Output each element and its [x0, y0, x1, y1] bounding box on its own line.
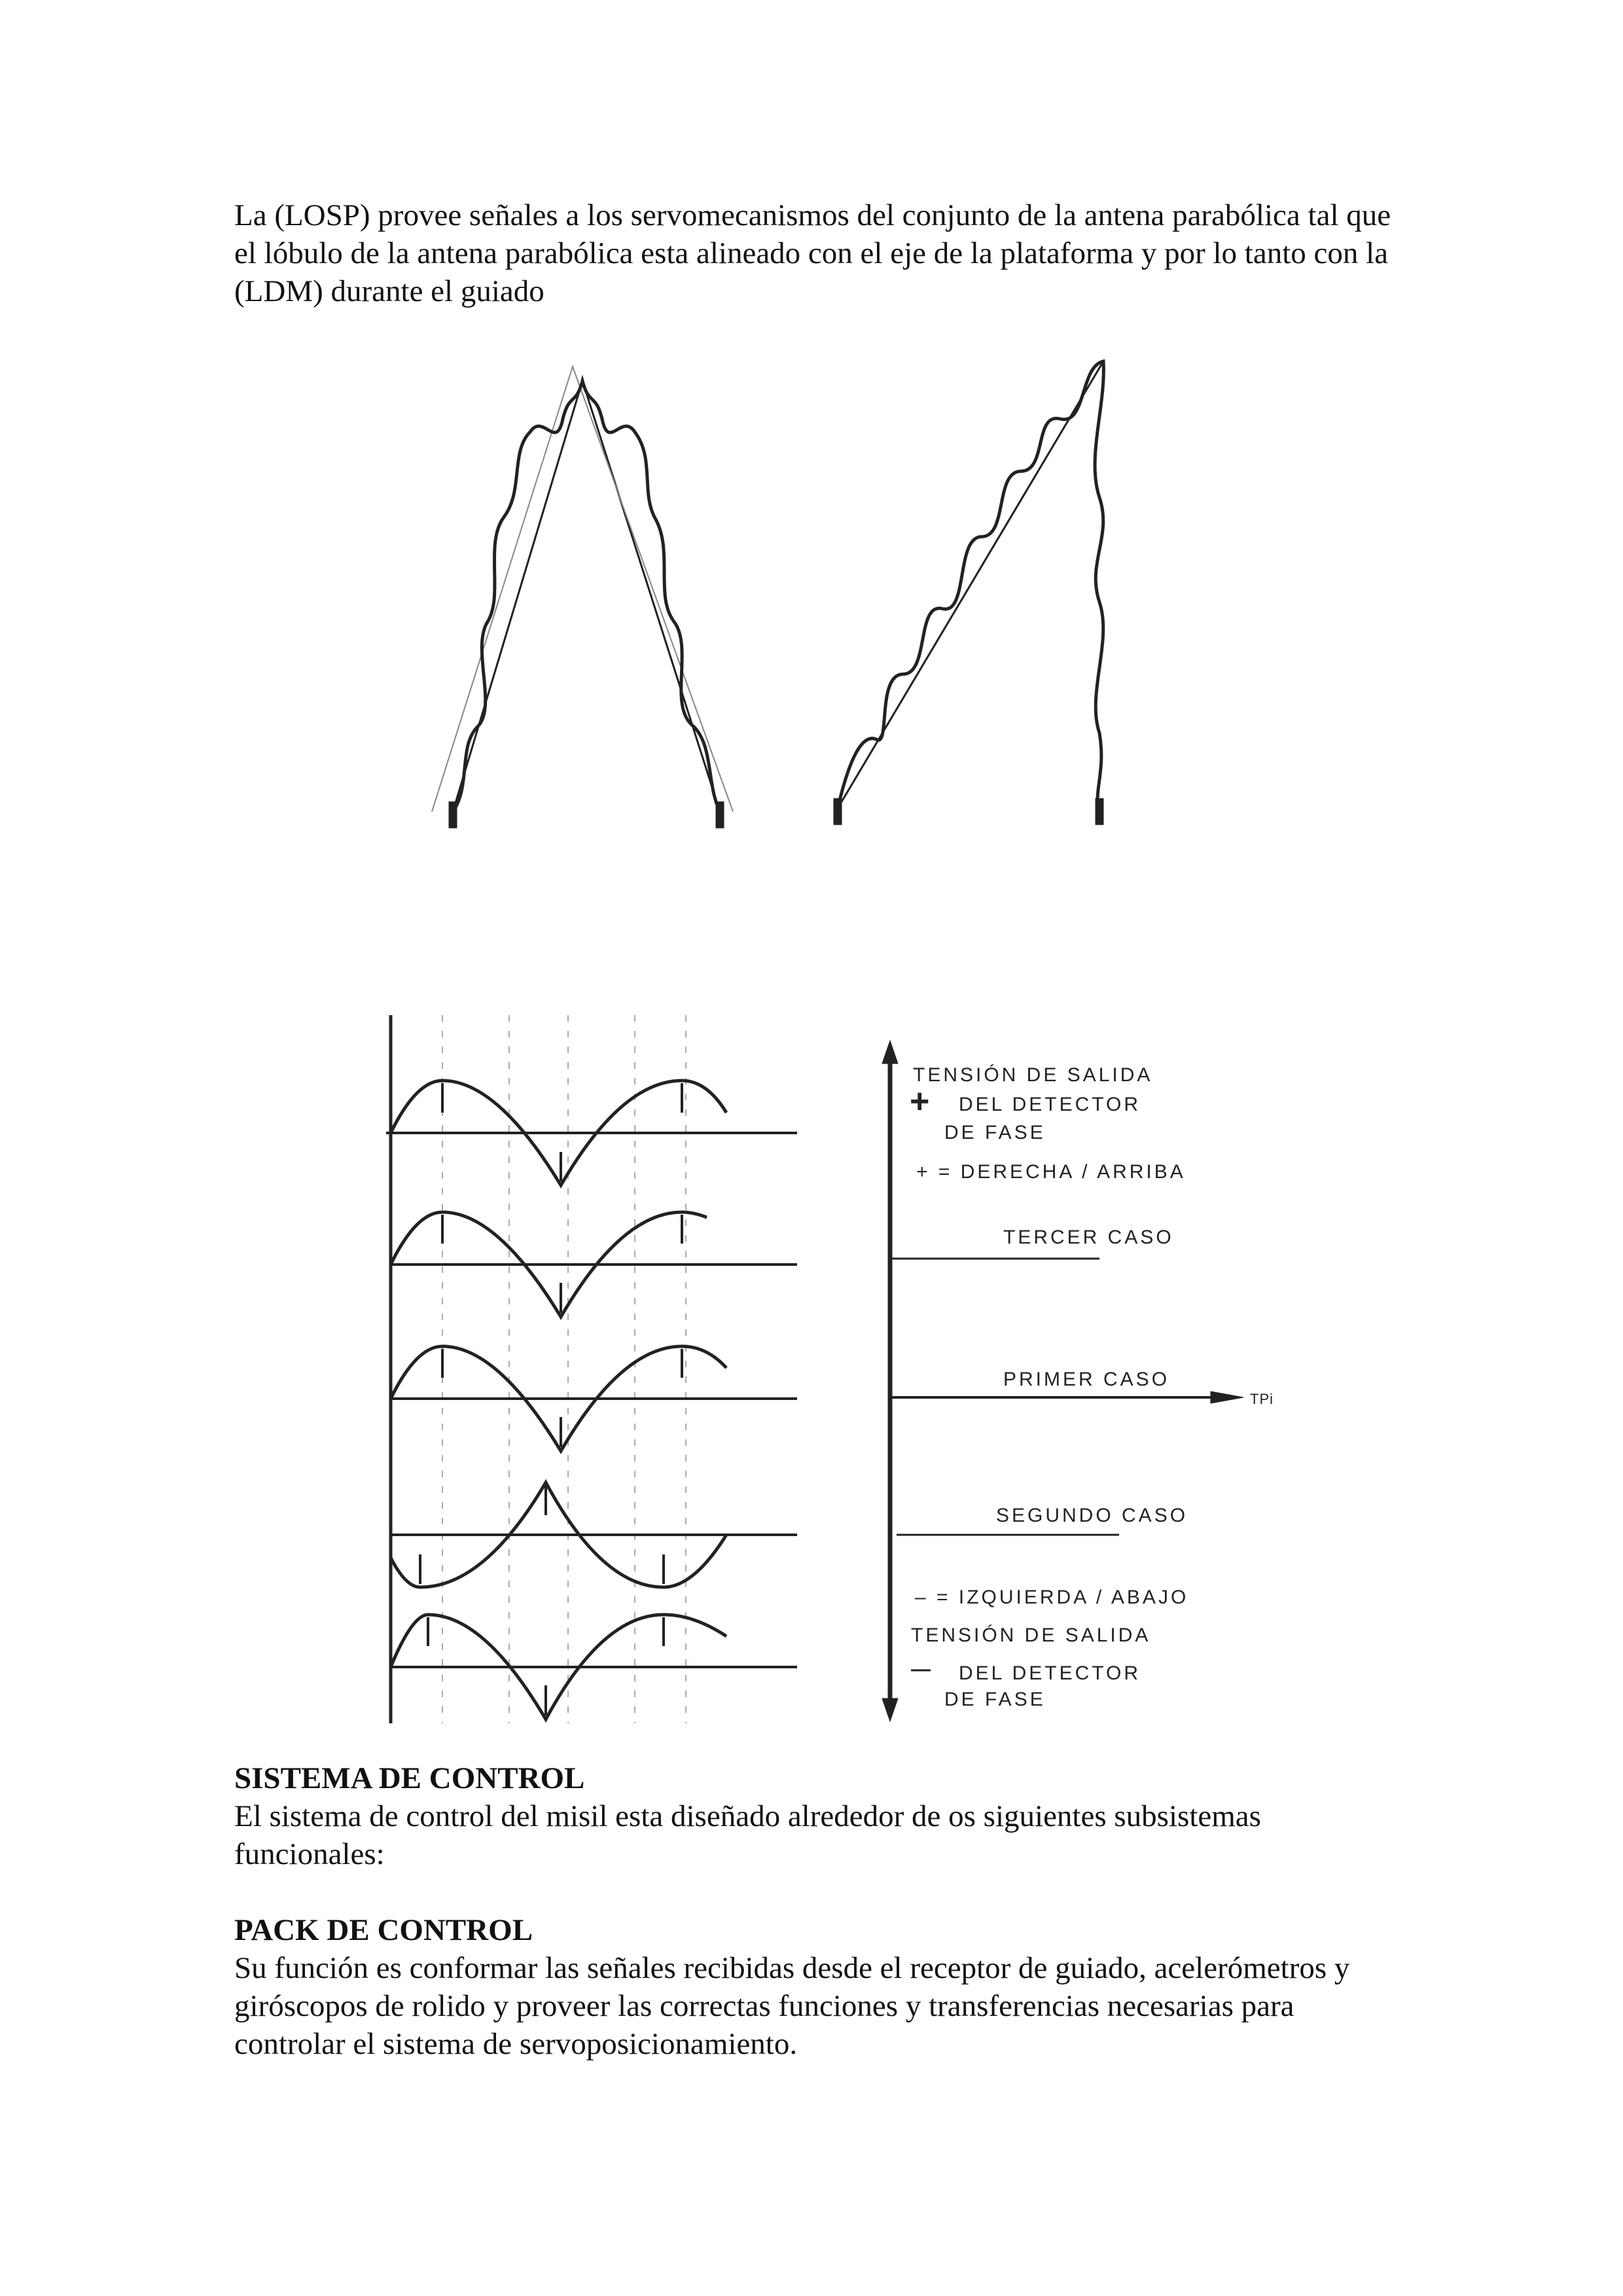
label-positive-phase: DE FASE: [944, 1122, 1046, 1143]
label-positive-sign: +: [910, 1083, 933, 1121]
label-first-case: PRIMER CASO: [1003, 1369, 1170, 1390]
intro-paragraph: La (LOSP) provee señales a los servomecanismos del conjunto de la antena parabólica tal que el lóbulo de la antena parabólica esta alineado con el eje de la plataforma y por lo tanto con la (LDM) durante el guiado: [234, 198, 1391, 308]
label-negative-sign: —: [911, 1659, 933, 1680]
section-title-control-pack: PACK DE CONTROL: [234, 1913, 533, 1947]
section-text-control-pack: Su función es conformar las señales recibidas desde el receptor de guiado, acelerómetros y giróscopos de rolido y proveer las correctas funciones y transferencias necesarias para controlar el sistema de servoposicionamiento.: [234, 1951, 1350, 2061]
label-negative-title: TENSIÓN DE SALIDA: [911, 1624, 1151, 1646]
conical-scan-left-drawing: [432, 367, 733, 828]
label-positive-detector: DEL DETECTOR: [959, 1094, 1141, 1115]
label-positive-meaning: + = DERECHA / ARRIBA: [916, 1161, 1186, 1183]
label-third-case: TERCER CASO: [1003, 1227, 1174, 1248]
section-text-control-system: El sistema de control del misil esta diseñado alrededor de os siguientes subsistemas funcionales:: [234, 1799, 1261, 1871]
figure-handwritten-labels: [910, 1064, 1274, 1710]
phase-detector-waveforms: [386, 1015, 797, 1723]
conical-scan-right-drawing: [834, 361, 1103, 825]
label-second-case: SEGUNDO CASO: [996, 1505, 1188, 1526]
section-title-control-system: SISTEMA DE CONTROL: [234, 1761, 585, 1795]
label-negative-phase: DE FASE: [944, 1689, 1046, 1710]
label-time-axis: TPi: [1250, 1391, 1274, 1407]
label-negative-detector: DEL DETECTOR: [959, 1662, 1141, 1684]
label-negative-meaning: – = IZQUIERDA / ABAJO: [915, 1587, 1189, 1608]
label-positive-title: TENSIÓN DE SALIDA: [913, 1064, 1153, 1086]
